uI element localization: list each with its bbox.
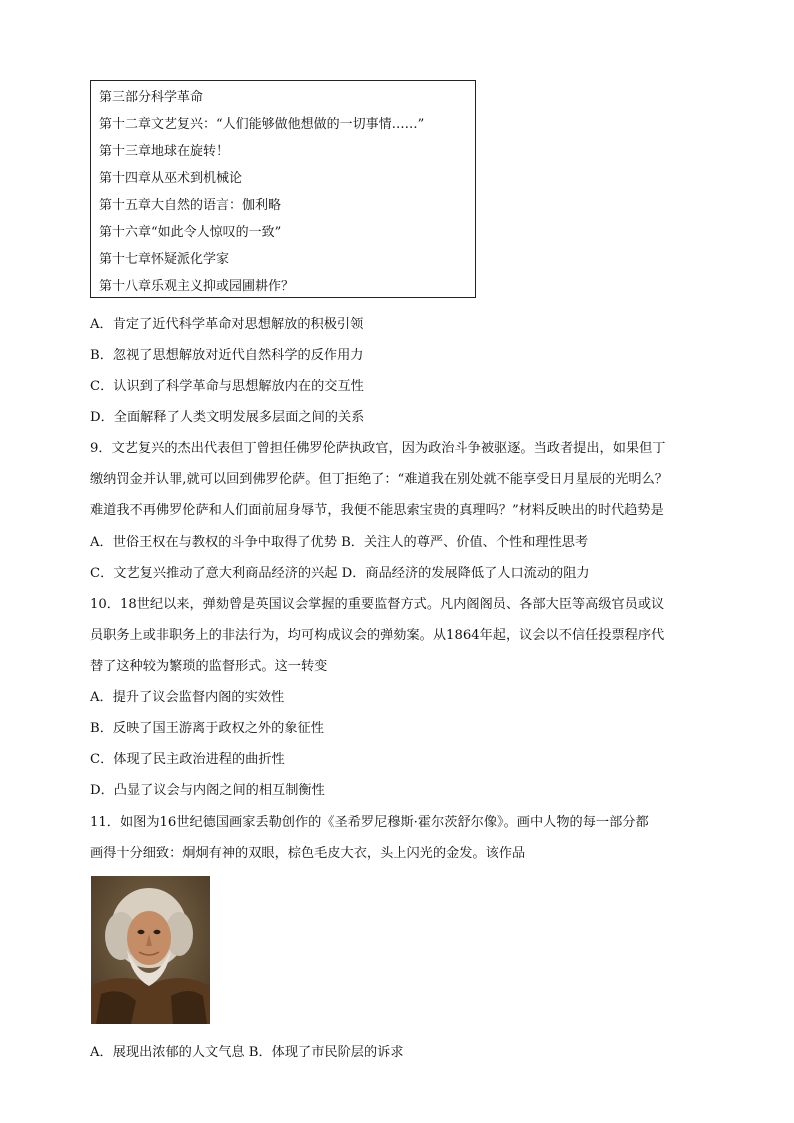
- excerpt-line: 第十八章乐观主义抑或园圃耕作？: [99, 279, 295, 294]
- excerpt-line: 第十二章文艺复兴：“人们能够做他想做的一切事情……”: [99, 117, 425, 132]
- q10-stem-line: 员职务上或非职务上的非法行为，均可构成议会的弹劾案。从1864年起，议会以不信任投票程序代: [90, 628, 665, 643]
- q8-option-d: D．全面解释了人类文明发展多层面之间的关系: [90, 410, 365, 425]
- excerpt-line: 第十七章怀疑派化学家: [99, 252, 230, 267]
- q10-option-b: B．反映了国王游离于政权之外的象征性: [90, 721, 324, 736]
- excerpt-line: 第十六章“如此令人惊叹的一致”: [99, 225, 282, 240]
- q8-option-a: A．肯定了近代科学革命对思想解放的积极引领: [90, 317, 364, 332]
- q9-options-ab: A．世俗王权在与教权的斗争中取得了优势 B．关注人的尊严、价值、个性和理性思考: [90, 535, 589, 550]
- q11-stem-line: 11．如图为16世纪德国画家丢勒创作的《圣希罗尼穆斯·霍尔茨舒尔像》。画中人物的每一部分都: [90, 815, 649, 830]
- q9-stem-line: 9．文艺复兴的杰出代表但丁曾担任佛罗伦萨执政官，因为政治斗争被驱逐。当政者提出，如果但丁: [90, 441, 666, 456]
- q8-option-b: B．忽视了思想解放对近代自然科学的反作用力: [90, 348, 364, 363]
- q9-stem-line: 缴纳罚金并认罪,就可以回到佛罗伦萨。但丁拒绝了：“难道我在别处就不能享受日月星辰的光明么？: [90, 472, 668, 487]
- q9-options-cd: C．文艺复兴推动了意大利商品经济的兴起 D．商品经济的发展降低了人口流动的阻力: [90, 566, 590, 581]
- excerpt-box: [90, 80, 476, 298]
- q10-option-d: D．凸显了议会与内阁之间的相互制衡性: [90, 783, 325, 798]
- q11-stem-line: 画得十分细致：炯炯有神的双眼，棕色毛皮大衣，头上闪光的金发。该作品: [90, 846, 526, 861]
- excerpt-line: 第十五章大自然的语言：伽利略: [99, 198, 282, 213]
- excerpt-line: 第十四章从巫术到机械论: [99, 171, 243, 186]
- durer-portrait-image: [91, 876, 210, 1024]
- q10-stem-line: 10．18世纪以来，弹劾曾是英国议会掌握的重要监督方式。凡内阁阁员、各部大臣等高级官员或议: [90, 597, 665, 612]
- excerpt-line: 第十三章地球在旋转！: [99, 144, 230, 159]
- q8-option-c: C．认识到了科学革命与思想解放内在的交互性: [90, 379, 364, 394]
- q10-stem-line: 替了这种较为繁琐的监督形式。这一转变: [90, 659, 328, 674]
- q11-options-ab: A．展现出浓郁的人文气息 B．体现了市民阶层的诉求: [90, 1045, 404, 1060]
- q10-option-c: C．体现了民主政治进程的曲折性: [90, 752, 285, 767]
- q10-option-a: A．提升了议会监督内阁的实效性: [90, 690, 285, 705]
- excerpt-line: 第三部分科学革命: [99, 90, 204, 105]
- q9-stem-line: 难道我不再佛罗伦萨和人们面前屈身辱节，我便不能思索宝贵的真理吗？”材料反映出的时代趋势是: [90, 503, 664, 518]
